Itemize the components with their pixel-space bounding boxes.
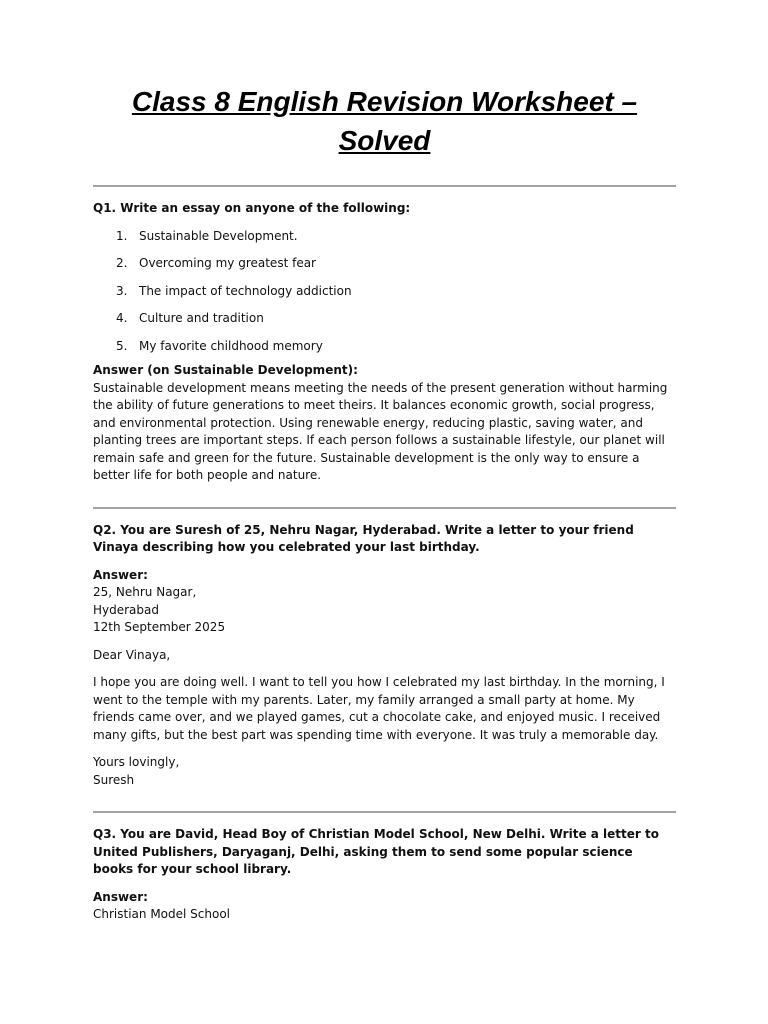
question-3: Q3. You are David, Head Boy of Christian Model School, New Delhi. Write a letter to United Publishers, Daryaganj, Delhi, asking them to send some popular science books for your school library.	[93, 827, 659, 876]
essay-option-text: Overcoming my greatest fear	[139, 256, 316, 270]
answer-3-label: Answer:	[93, 889, 148, 904]
essay-option	[93, 283, 676, 301]
essay-options-list	[93, 228, 676, 356]
essay-option	[93, 255, 676, 273]
divider-3	[93, 811, 676, 813]
letter-closing: Yours lovingly,	[93, 755, 180, 769]
letter-signature: Suresh	[93, 772, 135, 787]
essay-option	[93, 228, 676, 246]
question-1: Q1. Write an essay on anyone of the following:	[93, 201, 411, 215]
essay-option-number: 1.	[116, 228, 128, 243]
answer-1-label: Answer (on Sustainable Development):	[93, 363, 358, 377]
letter-salutation: Dear Vinaya,	[93, 647, 171, 662]
essay-option-text: Sustainable Development.	[139, 228, 298, 243]
letter-address-line-1: 25, Nehru Nagar,	[93, 585, 197, 599]
letter-body: I hope you are doing well. I want to tell you how I celebrated my last birthday. In the morning, I went to the temple with my parents. Later, my family arranged a small party at home. My friends came over, and we played games, cut a chocolate cake, and enjoyed music. I received many gifts, but the best part was spending time with everyone. It was truly a memorable day.	[93, 675, 665, 742]
essay-option-number: 3.	[116, 283, 128, 298]
answer-2-label: Answer:	[93, 567, 148, 582]
divider-1	[93, 185, 676, 187]
essay-option-number: 4.	[116, 311, 128, 325]
answer-1-text: Sustainable development means meeting the needs of the present generation without harming the ability of future generations to meet theirs. It balances economic growth, social progress, and environmental protection. Using renewable energy, reducing plastic, saving water, and planting trees are important steps. If each person follows a sustainable lifestyle, our planet will remain safe and green for the future. Sustainable development is the only way to ensure a better life for both people and nature.	[93, 380, 668, 482]
letter-date: 12th September 2025	[93, 620, 226, 634]
letter-3-address-line-1: Christian Model School	[93, 907, 230, 921]
worksheet-page	[93, 82, 676, 924]
divider-2	[93, 507, 676, 509]
essay-option-text: Culture and tradition	[139, 311, 264, 325]
letter-address-line-2: Hyderabad	[93, 602, 159, 617]
essay-option-number: 2.	[116, 256, 128, 270]
essay-option-text: My favorite childhood memory	[139, 338, 323, 353]
essay-option-number: 5.	[116, 338, 128, 353]
essay-option	[93, 310, 676, 328]
question-2: Q2. You are Suresh of 25, Nehru Nagar, Hyderabad. Write a letter to your friend Vinaya describing how you celebrated your last birthday.	[93, 522, 634, 554]
page-title: Class 8 English Revision Worksheet – Solved	[131, 86, 638, 156]
essay-option	[93, 338, 676, 356]
essay-option-text: The impact of technology addiction	[139, 283, 352, 298]
